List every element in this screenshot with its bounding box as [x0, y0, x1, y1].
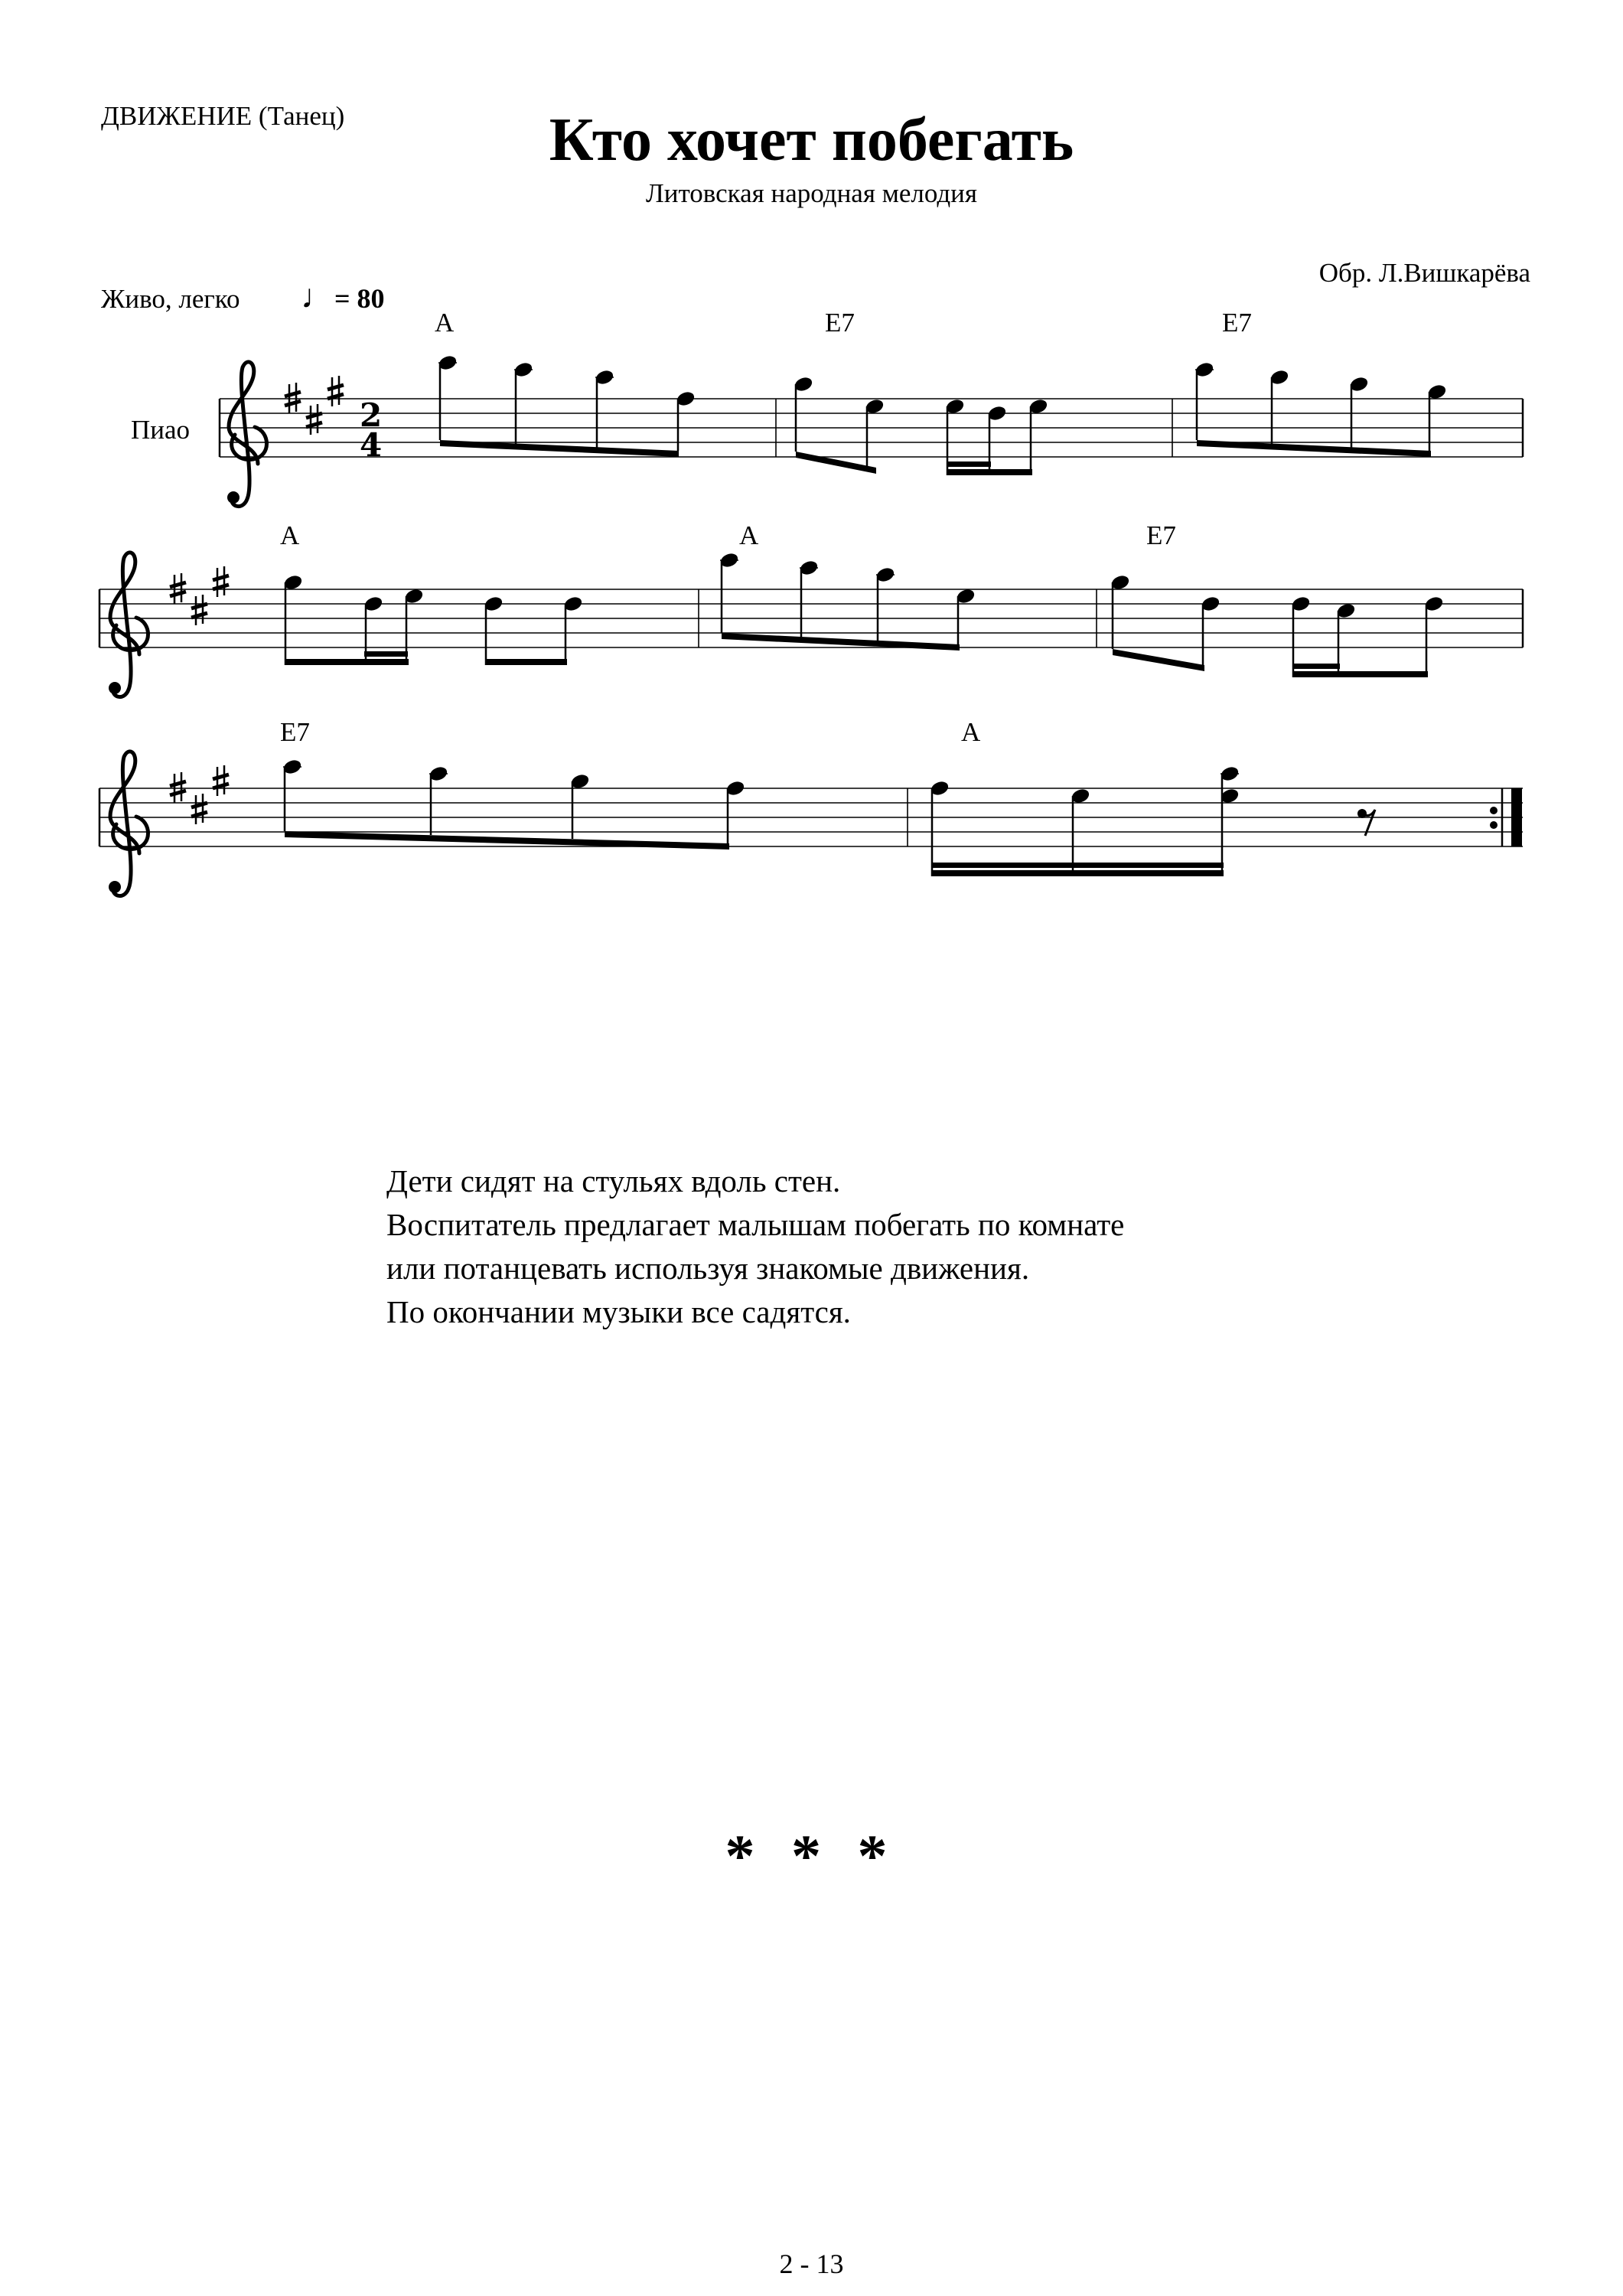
- instruction-line: или потанцевать используя знакомые движения.: [386, 1251, 1030, 1286]
- chord-symbol: E7: [280, 717, 310, 747]
- measure: [719, 551, 976, 651]
- chord-symbol: E7: [1146, 520, 1176, 550]
- instruction-line: Воспитатель предлагает малышам побегать по комнате: [386, 1207, 1125, 1242]
- chord-symbol: A: [739, 520, 759, 550]
- instrument-label: Пиао: [131, 415, 191, 445]
- chord-symbol: A: [961, 717, 981, 747]
- page-number: 2 - 13: [779, 2249, 844, 2279]
- song-subtitle: Литовская народная мелодия: [646, 178, 977, 208]
- measure: [437, 354, 696, 457]
- quarter-note-icon: ♩: [301, 278, 334, 315]
- staff-system-2: [99, 551, 1523, 696]
- time-signature-bottom: 4: [360, 426, 383, 464]
- song-title: Кто хочет побегать: [549, 106, 1074, 174]
- measure: [793, 375, 1048, 475]
- chord-symbol: E7: [1222, 308, 1252, 338]
- measure: [282, 573, 583, 665]
- measure: [282, 758, 745, 850]
- instruction-line: Дети сидят на стульях вдоль стен.: [386, 1163, 841, 1199]
- tempo-marking: Живо, легко: [101, 284, 240, 314]
- instructions-text: [386, 1159, 1124, 1334]
- category-label: ДВИЖЕНИЕ (Танец): [101, 101, 345, 131]
- staff-system-1: [220, 354, 1523, 506]
- sheet-music-score: [0, 0, 1623, 957]
- section-separator: * * *: [725, 1822, 898, 1889]
- time-signature-top: 2: [360, 396, 383, 434]
- chord-symbol: A: [280, 520, 300, 550]
- instruction-line: По окончании музыки все садятся.: [386, 1294, 851, 1329]
- measure: [929, 765, 1375, 876]
- staff-system-3: [99, 752, 1523, 896]
- chord-symbol: E7: [825, 308, 855, 338]
- arranger-credit: Обр. Л.Вишкарёва: [1318, 258, 1530, 288]
- metronome-value: = 80: [334, 283, 385, 314]
- chord-symbol: A: [435, 308, 455, 338]
